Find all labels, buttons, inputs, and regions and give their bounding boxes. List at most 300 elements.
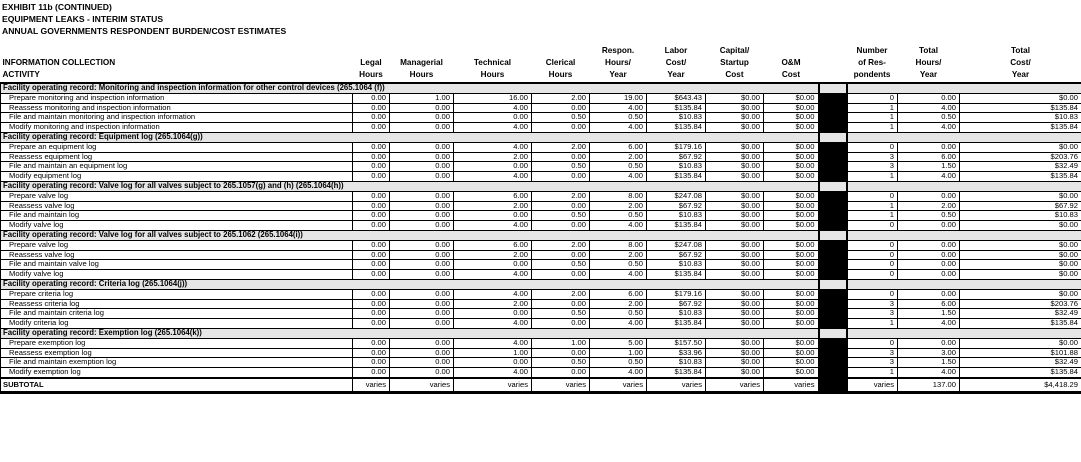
section-header-row: [1, 230, 1081, 240]
row-label: Reassess exemption log: [1, 348, 353, 358]
row-cell: $0.00: [764, 221, 819, 231]
row-cell: $67.92: [647, 152, 706, 162]
row-cell: 0.00: [353, 309, 390, 319]
row-total-cell: $67.92: [960, 201, 1081, 211]
row-cell: 0.50: [590, 358, 647, 368]
header-line: Number: [856, 46, 888, 55]
row-label: Modify valve log: [1, 221, 353, 231]
row-total-cell: 1: [847, 319, 898, 329]
row-cell: 0.00: [353, 152, 390, 162]
row-total-cell: 0.00: [898, 270, 960, 280]
table-row: [1, 270, 1081, 280]
row-label: Prepare an equipment log: [1, 142, 353, 152]
table-row: [1, 211, 1081, 221]
row-cell: 0.50: [532, 113, 590, 123]
row-cell: 6.00: [454, 191, 532, 201]
row-cell: 0.00: [390, 368, 454, 378]
row-cell: 0.00: [454, 211, 532, 221]
row-cell: $157.50: [647, 338, 706, 348]
row-label: Reassess valve log: [1, 201, 353, 211]
row-cell: 0.00: [353, 299, 390, 309]
row-cell: 4.00: [454, 142, 532, 152]
row-total-cell: 0.00: [898, 250, 960, 260]
header-line: Hours/: [915, 58, 942, 67]
row-cell: 2.00: [532, 240, 590, 250]
row-cell: $0.00: [764, 152, 819, 162]
table-row: [1, 113, 1081, 123]
row-cell: $0.00: [706, 93, 764, 103]
subtotal-cell: varies: [706, 378, 764, 393]
header-col: [764, 45, 819, 83]
row-total-cell: 3: [847, 309, 898, 319]
row-total-cell: 1.50: [898, 309, 960, 319]
row-cell: 0.00: [532, 319, 590, 329]
header-line: Labor: [664, 46, 688, 55]
row-total-cell: $0.00: [960, 93, 1081, 103]
row-cell: 0.00: [390, 338, 454, 348]
row-cell: 0.00: [390, 152, 454, 162]
row-total-cell: $10.83: [960, 113, 1081, 123]
table-row: [1, 260, 1081, 270]
row-cell: $0.00: [706, 358, 764, 368]
header-activity: [1, 45, 353, 83]
row-cell: $0.00: [764, 103, 819, 113]
header-col: [454, 45, 532, 83]
row-cell: 0.00: [353, 250, 390, 260]
row-cell: $0.00: [706, 191, 764, 201]
row-cell: 0.50: [532, 211, 590, 221]
row-cell: 0.50: [532, 309, 590, 319]
section-header-row: [1, 132, 1081, 142]
row-cell: 0.50: [590, 260, 647, 270]
table-row: [1, 319, 1081, 329]
row-cell: $135.84: [647, 221, 706, 231]
row-cell: 0.00: [532, 299, 590, 309]
row-total-cell: 0.00: [898, 221, 960, 231]
row-cell: 4.00: [590, 103, 647, 113]
black-separator: [819, 338, 847, 348]
header-col: [847, 45, 898, 83]
row-cell: $0.00: [764, 93, 819, 103]
row-total-cell: $135.84: [960, 123, 1081, 133]
header-col: [647, 45, 706, 83]
row-cell: 0.00: [390, 358, 454, 368]
black-separator: [819, 328, 847, 338]
row-cell: $0.00: [706, 338, 764, 348]
row-cell: 4.00: [590, 123, 647, 133]
row-cell: 0.00: [390, 221, 454, 231]
row-label: File and maintain monitoring and inspection information: [1, 113, 353, 123]
row-cell: $0.00: [764, 240, 819, 250]
black-separator: [819, 201, 847, 211]
black-separator: [819, 319, 847, 329]
row-cell: $33.96: [647, 348, 706, 358]
row-cell: $0.00: [706, 368, 764, 378]
black-separator: [819, 260, 847, 270]
row-label: Modify criteria log: [1, 319, 353, 329]
row-total-cell: 1.50: [898, 358, 960, 368]
row-cell: $10.83: [647, 211, 706, 221]
header-row: [1, 45, 1081, 83]
row-cell: 0.00: [532, 348, 590, 358]
row-cell: 0.00: [353, 123, 390, 133]
row-cell: 0.00: [353, 93, 390, 103]
row-cell: 0.50: [532, 260, 590, 270]
row-cell: 4.00: [454, 172, 532, 182]
row-total-cell: $135.84: [960, 172, 1081, 182]
black-separator: [819, 152, 847, 162]
row-cell: 0.00: [390, 123, 454, 133]
row-total-cell: 1: [847, 113, 898, 123]
row-cell: $0.00: [764, 250, 819, 260]
header-col: [898, 45, 960, 83]
row-total-cell: $32.49: [960, 358, 1081, 368]
row-total-cell: 4.00: [898, 368, 960, 378]
row-cell: $0.00: [764, 338, 819, 348]
black-separator: [819, 270, 847, 280]
table-row: [1, 368, 1081, 378]
row-cell: $0.00: [706, 152, 764, 162]
row-cell: 0.00: [390, 299, 454, 309]
row-label: Reassess monitoring and inspection information: [1, 103, 353, 113]
row-total-cell: 6.00: [898, 152, 960, 162]
row-cell: $0.00: [764, 123, 819, 133]
row-cell: 4.00: [454, 319, 532, 329]
row-cell: $0.00: [764, 260, 819, 270]
row-cell: 0.00: [353, 142, 390, 152]
row-cell: $179.16: [647, 289, 706, 299]
header-line: Cost/: [665, 58, 687, 67]
row-label: File and maintain valve log: [1, 260, 353, 270]
black-separator: [819, 368, 847, 378]
header-col: [390, 45, 454, 83]
row-cell: $135.84: [647, 172, 706, 182]
row-total-cell: 1: [847, 211, 898, 221]
black-separator: [819, 279, 847, 289]
row-cell: $0.00: [706, 348, 764, 358]
row-total-cell: 0.00: [898, 240, 960, 250]
row-cell: 6.00: [590, 289, 647, 299]
black-separator: [819, 250, 847, 260]
row-cell: 8.00: [590, 191, 647, 201]
row-cell: 2.00: [454, 299, 532, 309]
row-total-cell: $0.00: [960, 221, 1081, 231]
header-line: pondents: [853, 70, 891, 79]
section-fill: [847, 230, 1081, 240]
row-cell: $67.92: [647, 201, 706, 211]
black-separator: [819, 378, 847, 393]
row-total-cell: 0: [847, 270, 898, 280]
row-cell: $0.00: [764, 319, 819, 329]
row-cell: 0.50: [532, 162, 590, 172]
black-separator: [819, 191, 847, 201]
row-cell: 0.00: [353, 260, 390, 270]
row-cell: $0.00: [764, 201, 819, 211]
row-cell: 2.00: [532, 191, 590, 201]
row-cell: 4.00: [454, 289, 532, 299]
row-cell: 0.00: [390, 289, 454, 299]
table-row: [1, 103, 1081, 113]
header-spacer: [819, 45, 847, 83]
row-cell: 0.00: [390, 191, 454, 201]
black-separator: [819, 113, 847, 123]
header-line: Capital/: [719, 46, 750, 55]
header-line: Year: [667, 70, 685, 79]
row-total-cell: $32.49: [960, 162, 1081, 172]
row-cell: $0.00: [764, 142, 819, 152]
black-separator: [819, 83, 847, 93]
row-cell: 0.00: [390, 250, 454, 260]
row-cell: $247.08: [647, 240, 706, 250]
row-cell: $135.84: [647, 319, 706, 329]
row-label: File and maintain log: [1, 211, 353, 221]
header-line: Cost/: [1010, 58, 1031, 67]
burden-cost-table: [0, 45, 1081, 394]
row-cell: $0.00: [764, 211, 819, 221]
row-cell: $0.00: [706, 250, 764, 260]
row-total-cell: 0.00: [898, 142, 960, 152]
row-total-cell: 4.00: [898, 172, 960, 182]
row-cell: $0.00: [706, 221, 764, 231]
row-cell: 0.00: [390, 113, 454, 123]
section-title: Facility operating record: Valve log for all valves subject to 265.1057(g) and (h) (265.1064(h)): [1, 181, 819, 191]
row-cell: 2.00: [532, 142, 590, 152]
row-total-cell: $0.00: [960, 338, 1081, 348]
row-cell: $0.00: [706, 103, 764, 113]
row-cell: 0.50: [532, 358, 590, 368]
row-cell: 0.00: [532, 103, 590, 113]
black-separator: [819, 299, 847, 309]
row-cell: $0.00: [706, 270, 764, 280]
header-col: [532, 45, 590, 83]
header-line: Year: [609, 70, 627, 79]
row-cell: $179.16: [647, 142, 706, 152]
row-cell: $0.00: [706, 260, 764, 270]
row-cell: $0.00: [764, 368, 819, 378]
row-label: Reassess criteria log: [1, 299, 353, 309]
row-total-cell: 0: [847, 191, 898, 201]
header-line: Managerial: [400, 58, 443, 67]
row-cell: 0.00: [353, 221, 390, 231]
row-total-cell: 0.50: [898, 211, 960, 221]
row-cell: 4.00: [454, 338, 532, 348]
row-cell: 0.00: [390, 211, 454, 221]
row-cell: 0.00: [390, 319, 454, 329]
row-label: Prepare valve log: [1, 191, 353, 201]
row-total-cell: 4.00: [898, 103, 960, 113]
header-line: of Res-: [858, 58, 886, 67]
header-line: Clerical: [545, 58, 576, 67]
row-cell: $0.00: [706, 201, 764, 211]
black-separator: [819, 289, 847, 299]
row-total-cell: 0: [847, 338, 898, 348]
row-cell: 0.00: [390, 162, 454, 172]
black-separator: [819, 162, 847, 172]
header-line: Year: [919, 70, 938, 79]
row-cell: $67.92: [647, 299, 706, 309]
table-row: [1, 348, 1081, 358]
row-cell: $10.83: [647, 358, 706, 368]
row-label: Prepare criteria log: [1, 289, 353, 299]
row-cell: 0.00: [532, 172, 590, 182]
section-header-row: [1, 279, 1081, 289]
row-cell: $10.83: [647, 260, 706, 270]
row-cell: 6.00: [454, 240, 532, 250]
row-total-cell: $0.00: [960, 240, 1081, 250]
row-cell: $0.00: [706, 113, 764, 123]
header-line: Startup: [720, 58, 749, 67]
header-col: [590, 45, 647, 83]
row-cell: 2.00: [590, 299, 647, 309]
black-separator: [819, 211, 847, 221]
row-cell: $0.00: [764, 309, 819, 319]
subtotal-total-cell: varies: [847, 378, 898, 393]
row-cell: 8.00: [590, 240, 647, 250]
row-total-cell: 4.00: [898, 123, 960, 133]
table-row: [1, 152, 1081, 162]
table-row: [1, 221, 1081, 231]
section-header-row: [1, 181, 1081, 191]
row-cell: 0.00: [390, 172, 454, 182]
row-cell: 2.00: [454, 250, 532, 260]
row-cell: 0.00: [353, 201, 390, 211]
row-cell: 0.00: [532, 152, 590, 162]
black-separator: [819, 93, 847, 103]
row-cell: 2.00: [590, 250, 647, 260]
table-row: [1, 289, 1081, 299]
table-row: [1, 201, 1081, 211]
row-total-cell: 1: [847, 172, 898, 182]
row-cell: $0.00: [764, 348, 819, 358]
header-activity-line: INFORMATION COLLECTION: [2, 58, 116, 67]
row-total-cell: 0.00: [898, 93, 960, 103]
row-label: File and maintain criteria log: [1, 309, 353, 319]
section-title: Facility operating record: Criteria log (265.1064(j)): [1, 279, 819, 289]
header-activity-line: ACTIVITY: [2, 70, 40, 79]
exhibit-subtitle: EQUIPMENT LEAKS - INTERIM STATUS: [2, 14, 164, 24]
row-cell: 0.00: [532, 201, 590, 211]
row-cell: $67.92: [647, 250, 706, 260]
row-cell: 4.00: [454, 368, 532, 378]
row-cell: $0.00: [706, 299, 764, 309]
header-line: Hours: [480, 70, 505, 79]
row-cell: 4.00: [454, 123, 532, 133]
row-cell: 1.00: [390, 93, 454, 103]
row-total-cell: 0: [847, 289, 898, 299]
row-cell: 0.00: [353, 368, 390, 378]
header-line: Total: [1011, 46, 1030, 55]
row-cell: $0.00: [706, 289, 764, 299]
black-separator: [819, 230, 847, 240]
header-line: O&M: [781, 58, 801, 67]
exhibit-title: EXHIBIT 11b (CONTINUED): [2, 2, 112, 12]
header-line: Legal: [360, 58, 382, 67]
row-total-cell: 3: [847, 162, 898, 172]
subtotal-cell: varies: [590, 378, 647, 393]
section-title: Facility operating record: Equipment log (265.1064(g)): [1, 132, 819, 142]
table-row: [1, 299, 1081, 309]
row-cell: 0.00: [532, 250, 590, 260]
row-total-cell: 0.50: [898, 113, 960, 123]
row-cell: 2.00: [590, 152, 647, 162]
row-cell: 0.00: [390, 142, 454, 152]
row-label: Prepare exemption log: [1, 338, 353, 348]
row-cell: 16.00: [454, 93, 532, 103]
row-cell: 1.00: [590, 348, 647, 358]
row-cell: 0.00: [454, 309, 532, 319]
row-total-cell: $0.00: [960, 260, 1081, 270]
row-total-cell: 0.00: [898, 191, 960, 201]
row-total-cell: 2.00: [898, 201, 960, 211]
row-total-cell: $0.00: [960, 142, 1081, 152]
row-total-cell: $135.84: [960, 319, 1081, 329]
header-col: [353, 45, 390, 83]
row-total-cell: 1: [847, 368, 898, 378]
row-cell: $135.84: [647, 270, 706, 280]
row-cell: 0.00: [353, 289, 390, 299]
row-total-cell: $135.84: [960, 368, 1081, 378]
row-cell: 4.00: [590, 319, 647, 329]
row-cell: $0.00: [706, 211, 764, 221]
row-cell: 0.00: [353, 162, 390, 172]
exhibit-description: ANNUAL GOVERNMENTS RESPONDENT BURDEN/COST ESTIMATES: [2, 26, 287, 36]
row-cell: $0.00: [706, 172, 764, 182]
row-total-cell: $0.00: [960, 270, 1081, 280]
table-body: [1, 83, 1081, 392]
row-label: File and maintain exemption log: [1, 358, 353, 368]
row-cell: $0.00: [706, 240, 764, 250]
header-line: Year: [1011, 70, 1030, 79]
row-label: Modify equipment log: [1, 172, 353, 182]
row-cell: 4.00: [590, 270, 647, 280]
row-cell: 4.00: [454, 221, 532, 231]
row-cell: $135.84: [647, 103, 706, 113]
row-cell: $10.83: [647, 162, 706, 172]
row-cell: 0.00: [390, 201, 454, 211]
row-total-cell: 0.00: [898, 289, 960, 299]
row-cell: $643.43: [647, 93, 706, 103]
header-line: Hours/: [605, 58, 631, 67]
row-cell: 0.00: [353, 270, 390, 280]
row-cell: 0.00: [353, 240, 390, 250]
row-cell: 4.00: [590, 368, 647, 378]
row-cell: 0.50: [590, 162, 647, 172]
header-line: Cost: [725, 70, 744, 79]
row-cell: $0.00: [706, 123, 764, 133]
row-total-cell: 0: [847, 142, 898, 152]
row-label: Prepare monitoring and inspection information: [1, 93, 353, 103]
black-separator: [819, 123, 847, 133]
row-total-cell: $0.00: [960, 250, 1081, 260]
row-cell: $0.00: [764, 299, 819, 309]
section-title: Facility operating record: Valve log for all valves subject to 265.1062 (265.1064(i)): [1, 230, 819, 240]
header-line: Respon.: [601, 46, 635, 55]
table-row: [1, 250, 1081, 260]
row-cell: $0.00: [764, 172, 819, 182]
row-cell: $0.00: [706, 319, 764, 329]
row-cell: 0.00: [390, 270, 454, 280]
black-separator: [819, 221, 847, 231]
row-total-cell: $0.00: [960, 191, 1081, 201]
section-title: Facility operating record: Monitoring and inspection information for other control devices (265.1064 (f)): [1, 83, 819, 93]
row-cell: 2.00: [454, 152, 532, 162]
row-total-cell: $203.76: [960, 152, 1081, 162]
row-cell: $135.84: [647, 123, 706, 133]
row-cell: 6.00: [590, 142, 647, 152]
row-cell: 4.00: [590, 221, 647, 231]
row-total-cell: $0.00: [960, 289, 1081, 299]
table-row: [1, 358, 1081, 368]
